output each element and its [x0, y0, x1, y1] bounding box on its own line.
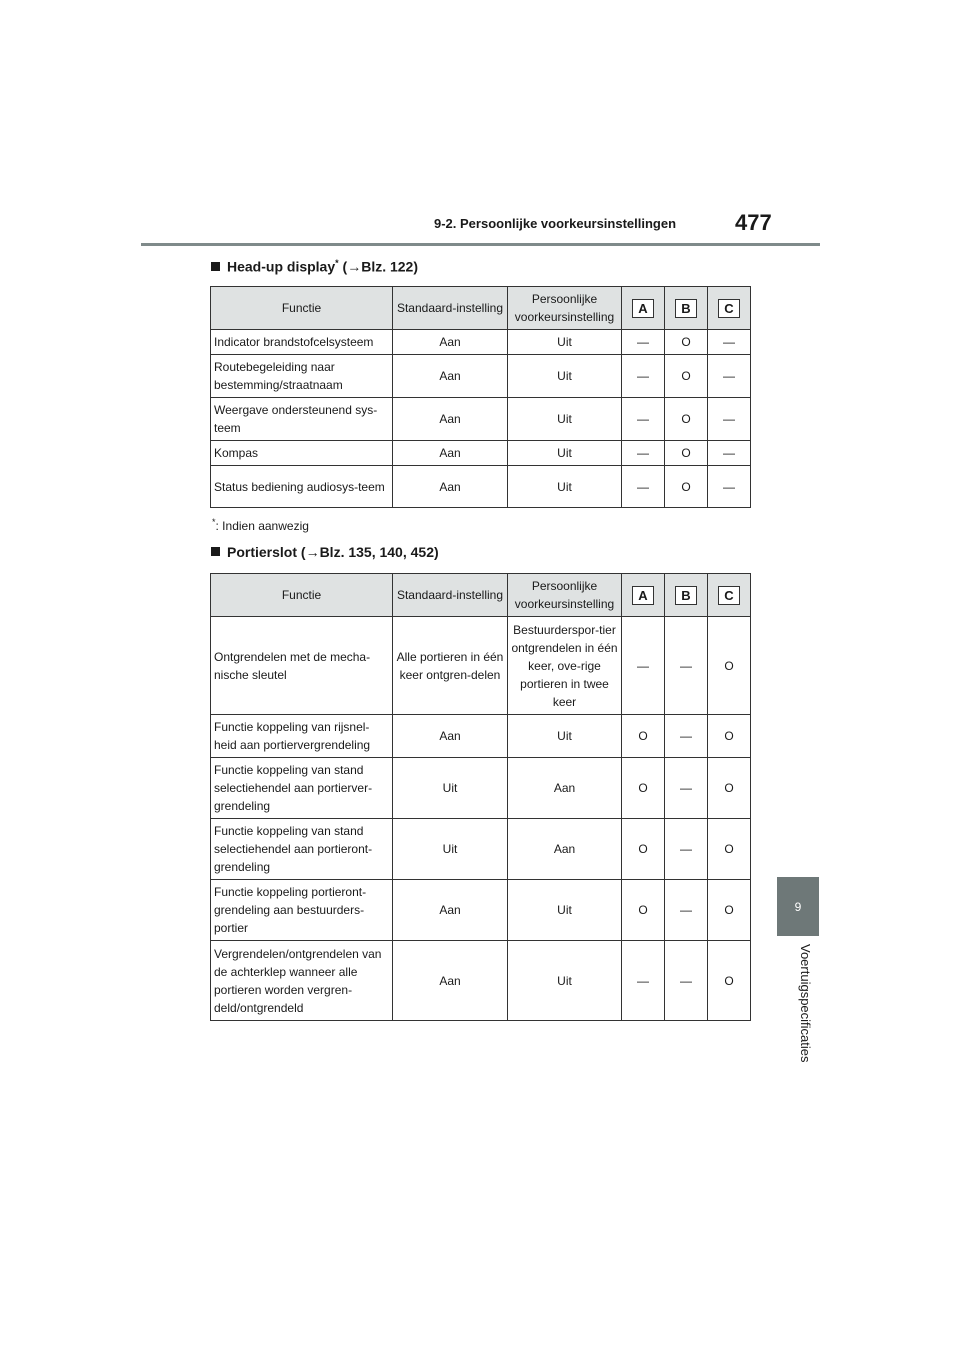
table-row [211, 715, 751, 758]
b-cell: O [665, 330, 708, 355]
column-header-a [622, 287, 665, 330]
column-header-function: Functie [211, 574, 393, 617]
column-header-c [708, 287, 751, 330]
function-cell: Functie koppeling van stand selectiehendel aan portieront-grendeling [211, 819, 393, 880]
column-header-a [622, 574, 665, 617]
c-cell: O [708, 819, 751, 880]
a-cell: O [622, 819, 665, 880]
column-header-function: Functie [211, 287, 393, 330]
default-cell: Aan [393, 466, 508, 508]
table-header-row [211, 574, 751, 617]
function-cell: Routebegeleiding naar bestemming/straatnaam [211, 355, 393, 398]
column-header-c [708, 574, 751, 617]
c-cell: — [708, 330, 751, 355]
a-cell: — [622, 330, 665, 355]
custom-cell: Uit [508, 355, 622, 398]
table-row [211, 441, 751, 466]
setting-method-a-icon: A [632, 586, 654, 605]
default-cell: Aan [393, 330, 508, 355]
function-cell: Kompas [211, 441, 393, 466]
custom-cell: Uit [508, 441, 622, 466]
c-cell: O [708, 758, 751, 819]
c-cell: — [708, 466, 751, 508]
a-cell: — [622, 441, 665, 466]
c-cell: — [708, 441, 751, 466]
footnote [212, 517, 309, 533]
c-cell: O [708, 880, 751, 941]
section-title-portierslot [211, 544, 439, 560]
a-cell: — [622, 941, 665, 1021]
c-cell: O [708, 715, 751, 758]
function-cell: Vergrendelen/ontgrendelen van de achterklep wanneer alle portieren worden vergren-deld/ontgrendeld [211, 941, 393, 1021]
custom-cell: Uit [508, 466, 622, 508]
table-header-row [211, 287, 751, 330]
default-cell: Aan [393, 398, 508, 441]
default-cell: Uit [393, 758, 508, 819]
default-cell: Aan [393, 880, 508, 941]
default-cell: Aan [393, 941, 508, 1021]
section-page-reference: (→Blz. 135, 140, 452) [297, 544, 439, 560]
default-cell: Aan [393, 715, 508, 758]
b-cell: — [665, 880, 708, 941]
table-row [211, 466, 751, 508]
section-title-text: Head-up display [227, 258, 336, 275]
footnote-mark: * [212, 517, 216, 527]
chapter-title: Voertuigspecificaties [798, 944, 813, 1063]
header-divider [141, 243, 820, 246]
default-cell: Aan [393, 355, 508, 398]
custom-cell: Aan [508, 758, 622, 819]
setting-method-c-icon: C [718, 586, 740, 605]
b-cell: — [665, 617, 708, 715]
b-cell: — [665, 819, 708, 880]
column-header-b [665, 574, 708, 617]
square-bullet-icon [211, 262, 220, 271]
portierslot-table [210, 573, 751, 1021]
column-header-default: Standaard-instelling [393, 287, 508, 330]
column-header-default: Standaard-instelling [393, 574, 508, 617]
page-number: 477 [735, 210, 772, 235]
c-cell: O [708, 617, 751, 715]
head-up-display-table [210, 286, 751, 508]
setting-method-b-icon: B [675, 299, 697, 318]
b-cell: — [665, 941, 708, 1021]
c-cell: O [708, 941, 751, 1021]
custom-cell: Aan [508, 819, 622, 880]
function-cell: Weergave ondersteunend sys-teem [211, 398, 393, 441]
custom-cell: Uit [508, 330, 622, 355]
a-cell: — [622, 617, 665, 715]
default-cell: Alle portieren in één keer ontgren-delen [393, 617, 508, 715]
a-cell: — [622, 398, 665, 441]
footnote-text: : Indien aanwezig [215, 519, 309, 533]
table-row [211, 355, 751, 398]
column-header-b [665, 287, 708, 330]
section-title-text: Portierslot [227, 544, 298, 560]
function-cell: Functie koppeling portieront-grendeling aan bestuurders-portier [211, 880, 393, 941]
a-cell: — [622, 466, 665, 508]
section-header: 9-2. Persoonlijke voorkeursinstellingen [434, 216, 677, 231]
setting-method-b-icon: B [675, 586, 697, 605]
c-cell: — [708, 398, 751, 441]
b-cell: — [665, 715, 708, 758]
b-cell: O [665, 441, 708, 466]
a-cell: O [622, 758, 665, 819]
column-header-custom: Persoonlijke voorkeursinstelling [508, 287, 622, 330]
function-cell: Ontgrendelen met de mecha-nische sleutel [211, 617, 393, 715]
table-row [211, 617, 751, 715]
custom-cell: Uit [508, 715, 622, 758]
column-header-custom: Persoonlijke voorkeursinstelling [508, 574, 622, 617]
table-row [211, 880, 751, 941]
footnote-marker: * [335, 258, 339, 268]
section-page-reference: (→Blz. 122) [338, 258, 419, 275]
setting-method-c-icon: C [718, 299, 740, 318]
custom-cell: Bestuurderspor-tier ontgrendelen in één keer, ove-rige portieren in twee keer [508, 617, 622, 715]
setting-method-a-icon: A [632, 299, 654, 318]
function-cell: Indicator brandstofcelsysteem [211, 330, 393, 355]
function-cell: Functie koppeling van rijsnel-heid aan portiervergrendeling [211, 715, 393, 758]
b-cell: O [665, 355, 708, 398]
b-cell: — [665, 758, 708, 819]
b-cell: O [665, 398, 708, 441]
default-cell: Uit [393, 819, 508, 880]
default-cell: Aan [393, 441, 508, 466]
custom-cell: Uit [508, 880, 622, 941]
table-row [211, 819, 751, 880]
table-row [211, 758, 751, 819]
table-row [211, 941, 751, 1021]
a-cell: O [622, 715, 665, 758]
function-cell: Functie koppeling van stand selectiehendel aan portierver-grendeling [211, 758, 393, 819]
table-row [211, 330, 751, 355]
a-cell: — [622, 355, 665, 398]
custom-cell: Uit [508, 398, 622, 441]
chapter-tab [777, 877, 819, 936]
custom-cell: Uit [508, 941, 622, 1021]
section-title-head-up-display [211, 258, 418, 275]
b-cell: O [665, 466, 708, 508]
square-bullet-icon [211, 547, 220, 556]
table-row [211, 398, 751, 441]
a-cell: O [622, 880, 665, 941]
chapter-number: 9 [794, 899, 802, 914]
c-cell: — [708, 355, 751, 398]
function-cell: Status bediening audiosys-teem [211, 466, 393, 508]
